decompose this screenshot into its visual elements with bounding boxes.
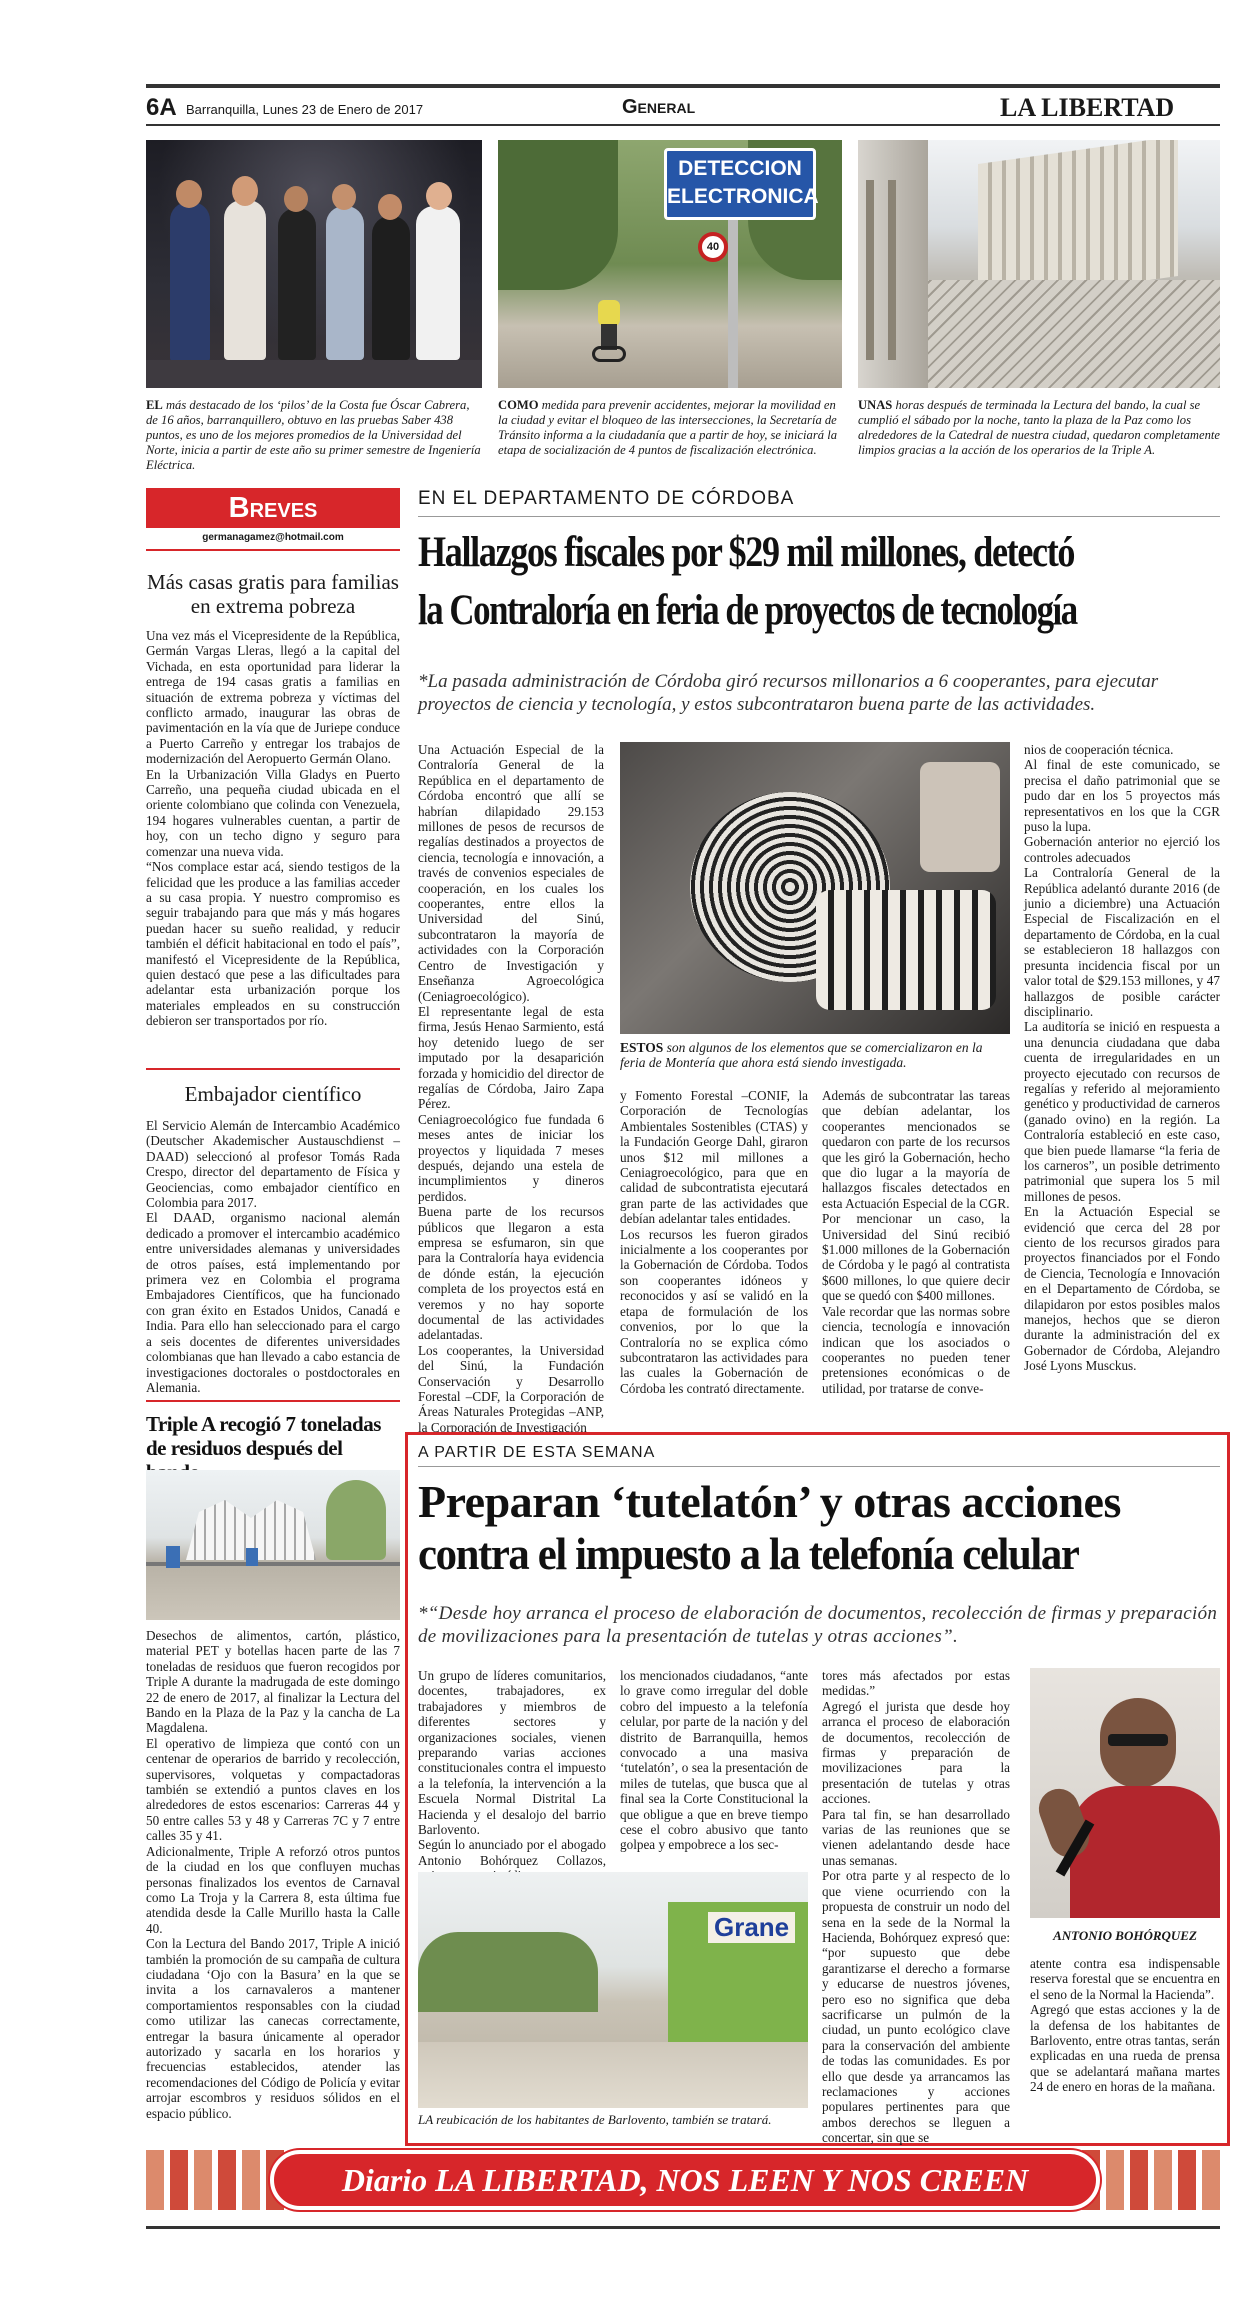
second-col-4: atente contra esa indispensable reserva forestal que se encuentra en el seno de la Normal la Hacienda”. Agregó que estas acciones y la de la defensa de los habitantes de Barlovento, entre otras tantas, serán explicadas en una rueda de prensa que se adelantará mañana martes 24 de enero en horas de la mañana. [1030, 1956, 1220, 2095]
photo-hats-feria [620, 742, 1010, 1034]
sign-line-2: ELECTRONICA [667, 185, 819, 208]
caption-pilos: EL más destacado de los ‘pilos’ de la Costa fue Óscar Cabrera, de 16 años, barranquillero, obtuvo en las pruebas Saber 438 puntos, es uno de los mejores promedios de la Universidad del Norte, inicia a partir de este año su primer semestre de Ingeniería Eléctrica. [146, 398, 481, 472]
footer-slogan-box [270, 2150, 1100, 2210]
footer-slogan: Diario LA LIBERTAD, NOS LEEN Y NOS CREEN [341, 2162, 1029, 2198]
second-story-kicker: A PARTIR DE ESTA SEMANA [418, 1444, 656, 1461]
brief-divider-1 [146, 1068, 400, 1070]
photo-hats-caption: ESTOS son algunos de los elementos que se comercializaron en la feria de Montería que ahora está siendo investigada. [620, 1040, 983, 1070]
main-col-4: nios de cooperación técnica. Al final de este comunicado, se precisa el daño patrimonial que se pudo dar en los 5 proyectos más representativos en los que la CGR puso la lupa. Gobernación anterior no ejerció los controles adecuados La Contraloría General de la República adelantó durante 2016 (de junio a diciembre) una Actuación Especial de Fiscalización en el departamento de Córdoba, en la cual se establecieron 18 hallazgos con presunta incidencia fiscal por un valor total de $29.153 millones, y 47 hallazgos de posible carácter disciplinario. La auditoría se inició en respuesta a una denuncia ciudadana que daba cuenta de irregularidades en un proyecto ejecutado con recursos de regalías y referido al mejoramiento genético y productividad de carneros (ganado ovino) en la región. La Contraloría estableció en este caso, que bien puede llamarse “la feria de los carneros”, un posible detrimento patrimonial que supera los 5 mil millones de pesos. En la Actuación Especial se evidenció que cerca del 28 por ciento de los recursos girados para proyectos financiados por el Fondo de Ciencia, Tecnología e Innovación en el Departamento de Córdoba, se dilapidaron por estos posibles malos manejos, hechos que se dieron durante la administración del ex Gobernador de Córdoba, Alejandro José Lyons Musckus. [1024, 742, 1220, 1374]
caption-traffic: COMO medida para prevenir accidentes, mejorar la movilidad en la ciudad y evitar el bloqueo de las intersecciones, la Secretaría de Tránsito informa a la ciudadanía que a partir de hoy, se iniciará la etapa de socialización de 4 puntos de fiscalización electrónica. [498, 398, 837, 457]
photo-traffic-sign [498, 140, 842, 388]
portrait-caption: ANTONIO BOHÓRQUEZ [1053, 1928, 1197, 1943]
second-headline-line2: contra el impuesto a la telefonía celular [418, 1528, 1079, 1579]
breves-email: germanagamez@hotmail.com [202, 532, 344, 543]
masthead: LA LIBERTAD [1000, 93, 1175, 122]
photo-barlovento-street [418, 1872, 808, 2108]
brief-divider-2 [146, 1400, 400, 1402]
header-bottom-rule [146, 124, 1220, 126]
second-col-2: los mencionados ciudadanos, “ante lo grave como irregular del doble cobro del impuesto a la telefonía celular, por parte de la nación y del distrito de Barranquilla, hemos convocado a una masiva ‘tutelatón’, o sea la presentación de miles de tutelas, que busca que al final sea la Corte Constitucional la que obligue a que en breve tiempo cese el cobro abusivo que tanto golpea y empobrece a los sec- [620, 1668, 808, 1853]
brief-body-embajador: El Servicio Alemán de Intercambio Académico (Deutscher Akademischer Austauschdienst – DAAD) seleccionó al profesor Tomás Rada Crespo, director del departamento de Física y Geociencias, como embajador científico en Colombia para 2017. El DAAD, organismo nacional alemán dedicado a promover el intercambio académico entre universidades alemanas y universidades de otros países, está implementando por primera vez en Colombia el programa Embajadores Científicos, que ha funcionado con gran éxito en Estados Unidos, Canadá e India. Para ello han seleccionado para el cargo a seis docentes de diferentes universidades colombianas que han llevado a cabo estancia de investigaciones doctorales o postdoctorales en Alemania. [146, 1118, 400, 1395]
caption-plaza: UNAS horas después de terminada la Lectura del bando, la cual se cumplió el sábado por la noche, tanto la plaza de la Paz como los alrededores de la Catedral de nuestra ciudad, quedaron completamente limpios gracias a la acción de los operarios de la Triple A. [858, 398, 1221, 457]
photo-clean-plaza [858, 140, 1220, 388]
speed-limit-sign: 40 [698, 232, 728, 262]
brief-title-casas: Más casas gratis para familias en extrema pobreza [147, 570, 399, 618]
kicker-rule [418, 516, 1220, 517]
second-headline-line1: Preparan ‘tutelatón’ y otras acciones [418, 1476, 1121, 1527]
breves-header: Breves [146, 488, 400, 528]
footer-bottom-rule [146, 2226, 1220, 2229]
photo-pilos-group [146, 140, 482, 388]
breves-rule [146, 549, 400, 551]
sign-line-1: DETECCION [678, 157, 802, 180]
second-col-3: tores más afectados por estas medidas.” Agregó el jurista que desde hoy arranca el proceso de elaboración de documentos, recolección de firmas y preparación de movilizaciones para la presentación de tutelas y otras acciones. Para tal fin, se han desarrollado varias de las reuniones que se vienen adelantando desde hace unas semanas. Por otra parte y al respecto de lo que viene ocurriendo con la propuesta de construir un nodo del sena en la sede de la Normal la Hacienda, Bohórquez expresó que: “por supuesto que debe garantizarse el derecho a formarse y educarse de nuestros jóvenes, pero eso no significa que deba sacrificarse un pulmón de la ciudad, un punto ecológico clave para la conservación del ambiente de todas las comunidades. Es por ello que desde ya arrancamos las reclamaciones y acciones populares pertinentes para que ambos derechos se lleguen a concertar, sin que se [822, 1668, 1010, 2146]
traffic-sign-board [664, 148, 819, 220]
brief-title-embajador: Embajador científico [184, 1082, 362, 1106]
shop-sign: Grane [708, 1912, 795, 1943]
second-kicker-rule [418, 1466, 1220, 1467]
brief-title-triple-a: Triple A recogió 7 toneladas de residuos después del [146, 1412, 381, 1460]
photo-cancha-magdalena [146, 1470, 400, 1620]
brief-body-casas: Una vez más el Vicepresidente de la República, Germán Vargas Lleras, llegó a la capital del Vichada, en esta oportunidad para liderar la entrega de 194 casas gratis a familias en situación de extrema pobreza y víctimas del conflicto armado, inaugurar las obras de pavimentación en la vía que de Juriepe conduce a Puerto Carreño y entregar los trabajos de modernización del Aeropuerto Germán Olano. En la Urbanización Villa Gladys en Puerto Carreño, una pequeña ciudad ubicada en el oriente colombiano que colinda con Venezuela, 194 hogares vulnerables cuentan, a partir de hoy, con un techo digno y seguro para comenzar una nueva vida. “Nos complace estar acá, siendo testigos de la felicidad que les produce a las familias acceder a su casa propia. Y nuestro compromiso es seguir trabajando para que más y más hogares puedan hacer su sueño realidad, y reducir también el déficit habitacional en todo el país”, manifestó el Vicepresidente de la República, quien destacó que pese a las dificultades para adelantar esta urbanización porque los materiales empleados en su construcción debieron ser transportados por río. [146, 628, 400, 1029]
main-col-3: Además de subcontratar las tareas que debían adelantar, los cooperantes mencionados se quedaron con parte de los recursos que les giró la Gobernación, hecho que dio lugar a la mayoría de hallazgos fiscales detectados en esta Actuación Especial de la CGR. Por mencionar un caso, la Universidad del Sinú recibió $1.000 millones de la Gobernación de Córdoba y le pagó al contratista $600 millones, lo que quiere decir que se quedó con $400 millones. Vale recordar que las normas sobre ciencia, tecnología e innovación indican que los asociados o cooperantes no pueden tener pretensiones económicas o de utilidad, por tratarse de conve- [822, 1088, 1010, 1396]
main-story-kicker: EN EL DEPARTAMENTO DE CÓRDOBA [418, 488, 795, 509]
header-top-rule [146, 84, 1220, 88]
second-subhead: *“Desde hoy arranca el proceso de elaboración de documentos, recolección de firmas y preparación de movilizaciones para la presentación de tutelas y otras acciones”. [418, 1603, 1218, 1647]
section-name: General [622, 96, 696, 118]
main-col-1: Una Actuación Especial de la Contraloría General de la República en el departamento de Córdoba encontró que allí se habrían dilapidado 29.153 millones de pesos de recursos de regalías destinados a proyectos de ciencia, tecnología e innovación, a través de convenios especiales de cooperación, en los cuales los cooperantes, entre ellos la Universidad del Sinú, subcontrataron la mayoría de actividades con la Corporación Centro de Investigación y Enseñanza Agroecológica (Ceniagroecológico). El representante legal de esta firma, Jesús Henao Sarmiento, está hoy detenido luego de ser imputado por la desaparición forzada y homicidio del director de regalías de Córdoba, Jairo Zapa Pérez. Ceniagroecológico fue fundada 6 meses antes de iniciar los proyectos y liquidada 7 meses después, dejando una estela de incumplimientos y dineros perdidos. Buena parte de los recursos públicos que llegaron a esta empresa se esfumaron, sin que para la Contraloría haya evidencia de dónde están, la ejecución completa de los proyectos está en veremos y no hay soporte documental de las actividades adelantadas. Los cooperantes, la Universidad del Sinú, la Fundación Conservación y Desarrollo Forestal –CDF, la Corporación de Áreas Naturales Protegidas –ANP, la Corporación de Investigación [418, 742, 604, 1435]
brief-body-triple-a: Desechos de alimentos, cartón, plástico, material PET y botellas hacen parte de las 7 toneladas de residuos que fueron recogidos por Triple A durante la madrugada de este domingo 22 de enero de 2017, al finalizar la Lectura del Bando en la Plaza de la Paz y la cancha de La Magdalena. El operativo de limpieza que contó con un centenar de operarios de barrido y recolección, supervisores, volquetas y compactadoras también se extendió a puntos claves en los alrededores de estos escenarios: Carreras 44 y 50 entre calles 53 y 48 y Carreras 7C y 7 entre calles 35 y 41. Adicionalmente, Triple A reforzó otros puntos de la ciudad en los que confluyen muchas personas finalizados los eventos de Carnaval como La Troja y la Carrera 8, esta última fue atendida desde la Calle Murillo hasta la Calle 40. Con la Lectura del Bando 2017, Triple A inició también la promoción de su campaña de cultura ciudadana ‘Ojo con la Basura’ en la que se invita a los carnavaleros a mantener comportamientos responsables con la ciudad como utilizar las canecas correctamente, entregar la basura únicamente al operador autorizado y sacarla en los horarios y frecuencias establecidos, atender las recomendaciones del Código de Policía y evitar arrojar escombros y residuos sólidos en el espacio público. [146, 1628, 400, 2121]
main-headline-line1: Hallazgos fiscales por $29 mil millones, detectó [418, 529, 1075, 576]
page-number: 6A [146, 94, 177, 121]
main-headline-line2: la Contraloría en feria de proyectos de tecnología [418, 587, 1077, 634]
dateline: Barranquilla, Lunes 23 de Enero de 2017 [186, 102, 424, 117]
photo-antonio-bohorquez [1030, 1668, 1220, 1918]
main-subhead: *La pasada administración de Córdoba giró recursos millonarios a 6 cooperantes, para ejecutar proyectos de ciencia y tecnología, y estos subcontrataron buena parte de las actividades. [418, 671, 1159, 715]
second-col-1: Un grupo de líderes comunitarios, docentes, trabajadores, ex trabajadores y miembros de diferentes sectores y organizaciones sociales, vienen preparando varias acciones constitucionales contra el impuesto a la telefonía, la intervención a la Escuela Normal Distrital La Hacienda y el desalojo del barrio Barlovento. Según lo anunciado por el abogado Antonio Bohórquez Collazos, [418, 1668, 606, 1868]
barlovento-caption: LA reubicación de los habitantes de Barlovento, también se tratará. [418, 2112, 772, 2127]
main-col-2: y Fomento Forestal –CONIF, la Corporación de Tecnologías Ambientales Sostenibles (CTAS) y la Fundación George Dahl, giraron unos $12 mil millones a Ceniagroecológico, para que en calidad de subcontratista ejecutará gran parte de las actividades que debían adelantar tales entidades. Los recursos les fueron girados inicialmente a los cooperantes por la Gobernación de Córdoba. Todos son cooperantes idóneos y reconocidos y así se validó en la etapa de formulación de los convenios, por lo que la Contraloría no se explica cómo subcontrataron las actividades para las cuales la Gobernación de Córdoba les contrató directamente. [620, 1088, 808, 1396]
